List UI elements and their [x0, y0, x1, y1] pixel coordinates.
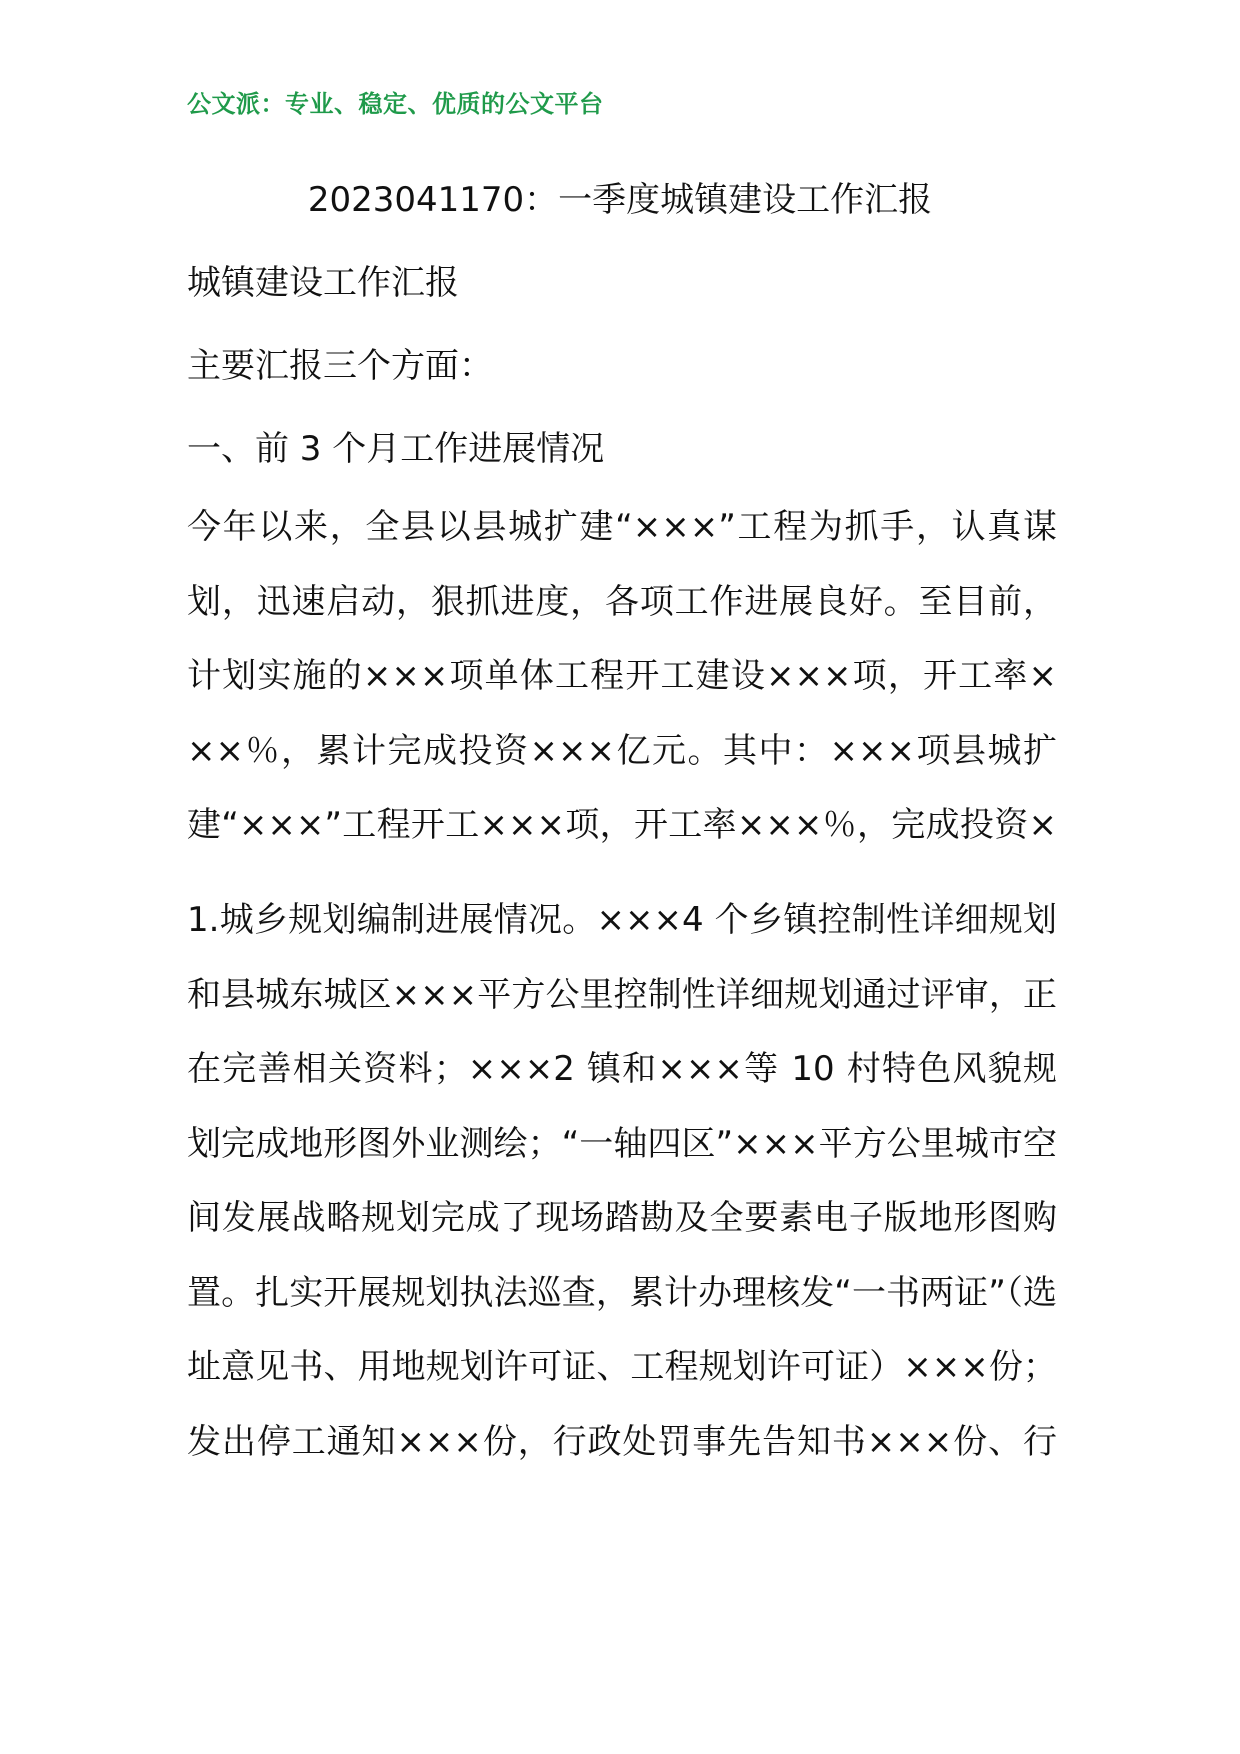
intro-line: 主要汇报三个方面： — [187, 346, 493, 386]
document-title: 2023041170：一季度城镇建设工作汇报 — [307, 180, 933, 220]
body-paragraph: 今年以来，全县以县城扩建“×××”工程为抓手，认真谋划，迅速启动，狠抓进度，各项工作进展良好。至目前，计划实施的×××项单体工程开工建设×××项，开工率×××％，累计完成投资×××亿元。其中：×××项县城扩建“×××”工程开工×××项，开工率×××％，完成投资× — [187, 507, 1057, 845]
document-subtitle: 城镇建设工作汇报 — [187, 263, 459, 303]
body-paragraph: 1.城乡规划编制进展情况。×××4 个乡镇控制性详细规划和县城东城区×××平方公里控制性详细规划通过评审，正在完善相关资料；×××2 镇和×××等 10 村特色风貌规划完成地形图外业测绘；“一轴四区”×××平方公里城市空间发展战略规划完成了现场踏勘及全要素电子版地形图购置。扎实开展规划执法巡查，累计办理核发“一书两证”（选址意见书、用地规划许可证、工程规划许可证）×××份；发出停工通知×××份，行政处罚事先告知书×××份、行 — [187, 900, 1057, 1462]
brand-header: 公文派：专业、稳定、优质的公文平台 — [187, 90, 604, 118]
section-heading: 一、前 3 个月工作进展情况 — [187, 429, 605, 469]
